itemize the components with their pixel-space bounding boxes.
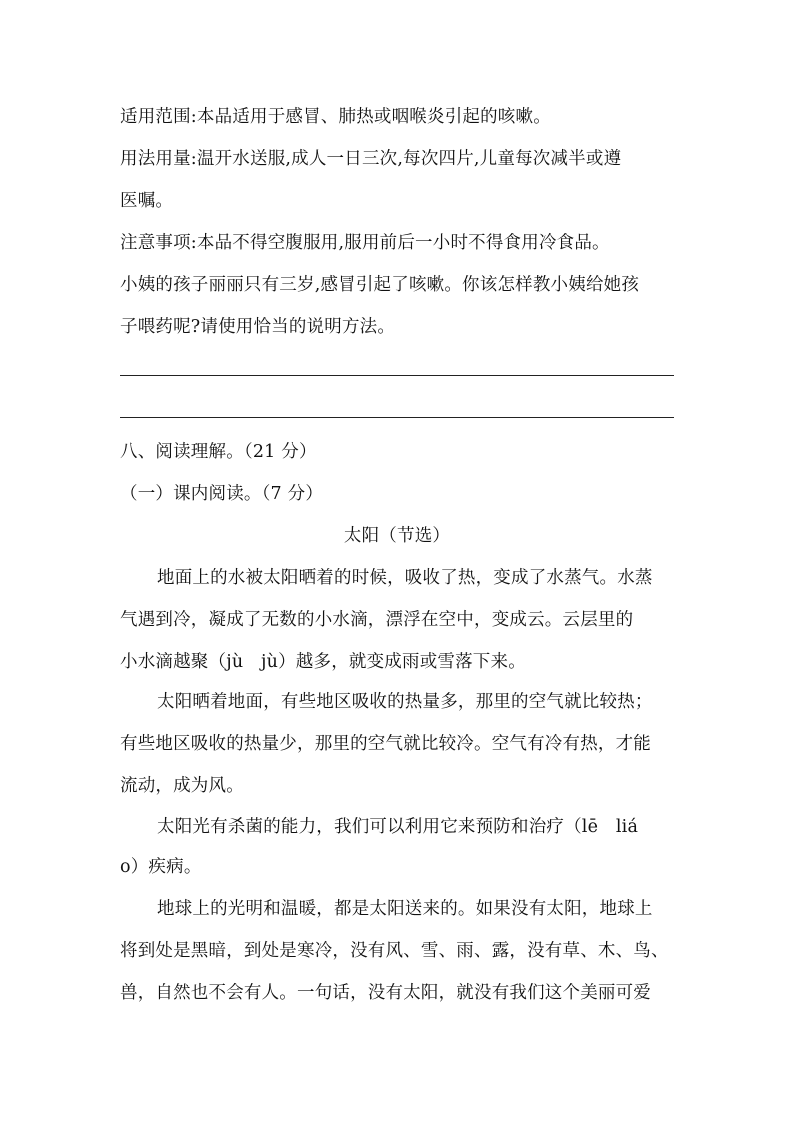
passage-line: 地球上的光明和温暖，都是太阳送来的。如果没有太阳，地球上 <box>157 899 653 919</box>
section-subheading: （一）课内阅读。（7 分） <box>120 484 324 504</box>
usage-text-line-2: 医嘱。 <box>120 191 174 211</box>
section-heading: 八、阅读理解。（21 分） <box>120 442 317 462</box>
usage-text-line-1: 用法用量:温开水送服,成人一日三次,每次四片,儿童每次减半或遵 <box>120 149 622 169</box>
passage-line: 流动，成为风。 <box>120 776 244 796</box>
answer-line-2 <box>120 417 674 418</box>
passage-line: 气遇到冷，凝成了无数的小水滴，漂浮在空中，变成云。云层里的 <box>120 610 634 630</box>
passage-line: o）疾病。 <box>120 857 202 877</box>
passage-line: 兽，自然也不会有人。一句话，没有太阳，就没有我们这个美丽可爱 <box>120 983 651 1003</box>
passage-title: 太阳（节选） <box>343 526 451 546</box>
notes-text: 注意事项:本品不得空腹服用,服用前后一小时不得食用冷食品。 <box>120 233 610 253</box>
passage-line: 地面上的水被太阳晒着的时候，吸收了热，变成了水蒸气。水蒸 <box>157 568 653 588</box>
answer-line-1 <box>120 375 674 376</box>
passage-line: 将到处是黑暗，到处是寒冷，没有风、雪、雨、露，没有草、木、鸟、 <box>120 941 669 961</box>
passage-line: 太阳光有杀菌的能力，我们可以利用它来预防和治疗（lē liá <box>157 817 639 837</box>
scope-text: 适用范围:本品适用于感冒、肺热或咽喉炎引起的咳嗽。 <box>120 107 551 127</box>
passage-line: 太阳晒着地面，有些地区吸收的热量多，那里的空气就比较热； <box>157 692 653 712</box>
question-line-2: 子喂药呢?请使用恰当的说明方法。 <box>120 317 396 337</box>
question-line-1: 小姨的孩子丽丽只有三岁,感冒引起了咳嗽。你该怎样教小姨给她孩 <box>120 275 640 295</box>
passage-line: 小水滴越聚（jù jù）越多，就变成雨或雪落下来。 <box>120 652 526 672</box>
passage-line: 有些地区吸收的热量少，那里的空气就比较冷。空气有冷有热，才能 <box>120 734 651 754</box>
